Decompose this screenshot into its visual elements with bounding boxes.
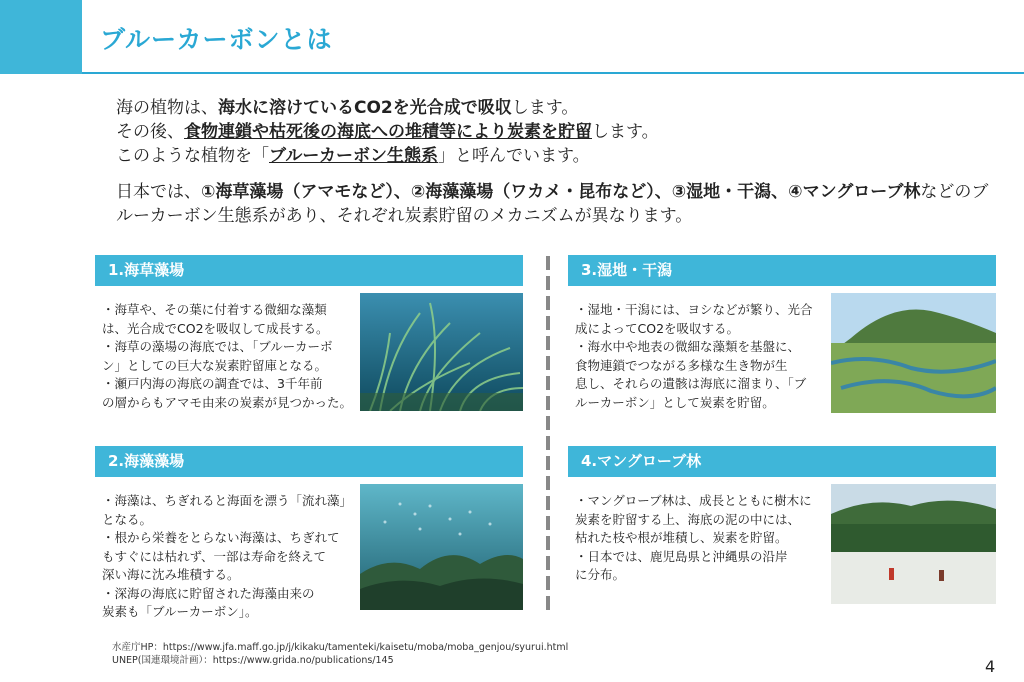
card-body	[102, 492, 357, 622]
card-line: ・海草の藻場の海底では、「ブルーカーボ	[102, 339, 333, 354]
slide-title: ブルーカーボンとは	[100, 25, 333, 54]
card-line: 枯れた枝や根が堆積し、炭素を貯留。	[575, 530, 788, 545]
card-body	[575, 301, 830, 412]
card-line: ・日本では、鹿児島県と沖縄県の沿岸	[575, 548, 788, 564]
source-line-2: UNEP(国連環境計画）：https://www.grida.no/publications/145	[112, 655, 394, 666]
wetland-photo	[831, 293, 996, 413]
card-line: 成によってCO2を吸収する。	[575, 320, 740, 336]
card-wetland	[568, 255, 996, 410]
card-line: ・根から栄養をとらない海藻は、ちぎれて	[102, 530, 340, 545]
card-line: 食物連鎖でつながる多様な生き物が生	[575, 357, 788, 373]
card-title: 3.湿地・干潟	[568, 255, 996, 286]
column-divider	[546, 256, 550, 616]
seagrass-photo	[360, 293, 523, 411]
intro-line-1: 海の植物は、海水に溶けているCO2を光合成で吸収します。	[116, 98, 579, 118]
intro-line-3: このような植物を「ブルーカーボン生態系」と呼んでいます。	[116, 146, 590, 166]
card-title: 2.海藻藻場	[95, 446, 523, 477]
card-mangrove	[568, 446, 996, 582]
intro-text	[116, 96, 996, 228]
card-body	[575, 492, 830, 585]
card-line: は、光合成でCO2を吸収して成長する。	[102, 320, 329, 336]
card-line: 息し、それらの遺骸は海底に溜まり、「ブ	[575, 376, 807, 391]
card-line: ・瀬戸内海の海底の調査では、3千年前	[102, 376, 323, 391]
card-line: 炭素を貯留する上、海底の泥の中には、	[575, 511, 801, 527]
card-line: ・深海の海底に貯留された海藻由来の	[102, 585, 315, 601]
intro-line-4: 日本では、①海草藻場（アマモなど）、②海藻藻場（ワカメ・昆布など）、③湿地・干潟、④マングローブ林などのブルーカーボン生態系があり、それぞれ炭素貯留のメカニズムが異なります。	[116, 182, 989, 226]
page-number: 4	[985, 657, 996, 676]
card-line: もすぐには枯れず、一部は寿命を終えて	[102, 548, 327, 564]
card-line: 深い海に沈み堆積する。	[102, 567, 240, 582]
sources	[112, 641, 568, 667]
card-line: ・マングローブ林は、成長とともに樹木に	[575, 493, 812, 508]
card-line: ・海水中や地表の微細な藻類を基盤に、	[575, 339, 801, 354]
card-line: ン」としての巨大な炭素貯留庫となる。	[102, 357, 328, 373]
card-line: に分布。	[575, 567, 626, 582]
card-line: ・湿地・干潟には、ヨシなどが繁り、光合	[575, 302, 813, 317]
source-line-1: 水産庁HP：https://www.jfa.maff.go.jp/j/kikaku/tamenteki/kaisetu/moba/moba_genjou/syurui.html	[112, 642, 569, 653]
card-line: ・海藻は、ちぎれると海面を漂う「流れ藻」	[102, 493, 353, 508]
intro-line-2: その後、食物連鎖や枯死後の海底への堆積等により炭素を貯留します。	[116, 122, 659, 142]
slide-header	[0, 0, 1024, 74]
card-line: の層からもアマモ由来の炭素が見つかった。	[102, 394, 353, 410]
card-body	[102, 301, 357, 412]
header-accent-block	[0, 0, 82, 74]
header-rule	[82, 72, 1024, 74]
card-title: 4.マングローブ林	[568, 446, 996, 477]
card-line: ルーカーボン」として炭素を貯留。	[575, 394, 775, 410]
card-seaweed	[95, 446, 523, 619]
card-line: となる。	[102, 511, 153, 527]
mangrove-photo	[831, 484, 996, 604]
card-title: 1.海草藻場	[95, 255, 523, 286]
card-line: 炭素も「ブルーカーボン」。	[102, 604, 258, 619]
card-seagrass	[95, 255, 523, 410]
card-line: ・海草や、その葉に付着する微細な藻類	[102, 302, 327, 317]
seaweed-photo	[360, 484, 523, 610]
